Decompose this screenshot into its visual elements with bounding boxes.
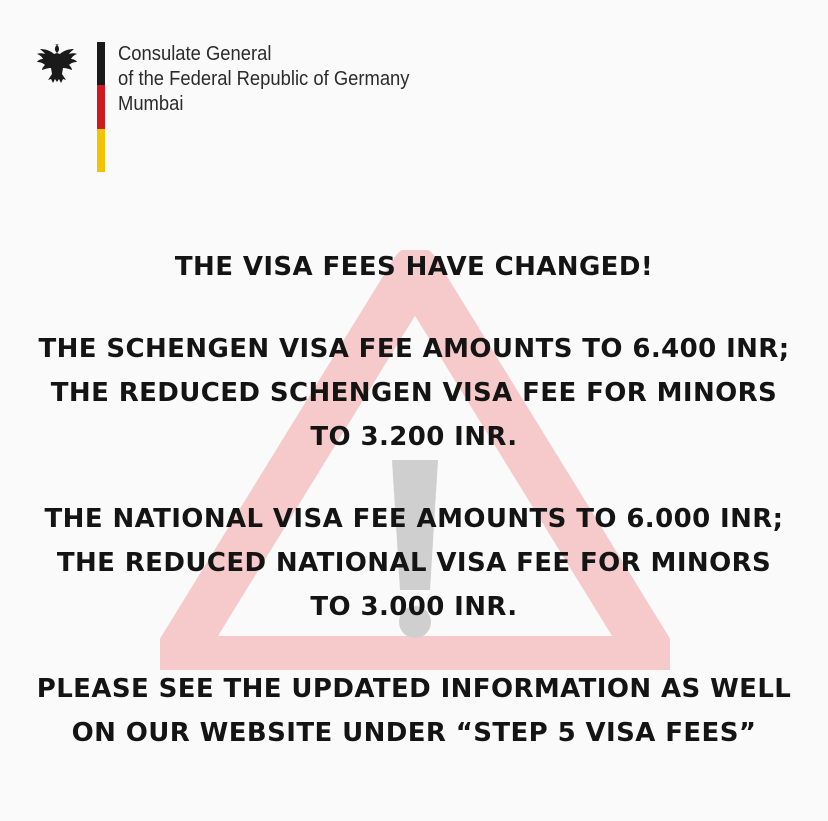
org-line: Consulate General	[118, 43, 272, 65]
headline: THE VISA FEES HAVE CHANGED!	[174, 252, 654, 282]
org-line: Mumbai	[118, 93, 184, 115]
consulate-name	[118, 42, 409, 117]
flag-red-stripe	[97, 85, 105, 129]
info-line: PLEASE SEE THE UPDATED INFORMATION AS WELL	[36, 674, 792, 704]
national-minor-fee-line: TO 3.000 INR.	[310, 592, 518, 622]
german-flag-bar	[97, 42, 105, 172]
org-line: of the Federal Republic of Germany	[118, 68, 410, 90]
flag-black-stripe	[97, 42, 105, 85]
schengen-minor-fee-line: TO 3.200 INR.	[310, 422, 518, 452]
federal-eagle-icon	[35, 40, 85, 90]
visa-fee-notice	[0, 245, 828, 755]
schengen-fee-line: THE SCHENGEN VISA FEE AMOUNTS TO 6.400 INR;	[38, 334, 790, 364]
national-fee-line: THE NATIONAL VISA FEE AMOUNTS TO 6.000 INR;	[44, 504, 784, 534]
website-line: ON OUR WEBSITE UNDER “STEP 5 VISA FEES”	[71, 718, 757, 748]
national-minor-line: THE REDUCED NATIONAL VISA FEE FOR MINORS	[56, 548, 772, 578]
flag-gold-stripe	[97, 129, 105, 172]
schengen-minor-line: THE REDUCED SCHENGEN VISA FEE FOR MINORS	[50, 378, 778, 408]
